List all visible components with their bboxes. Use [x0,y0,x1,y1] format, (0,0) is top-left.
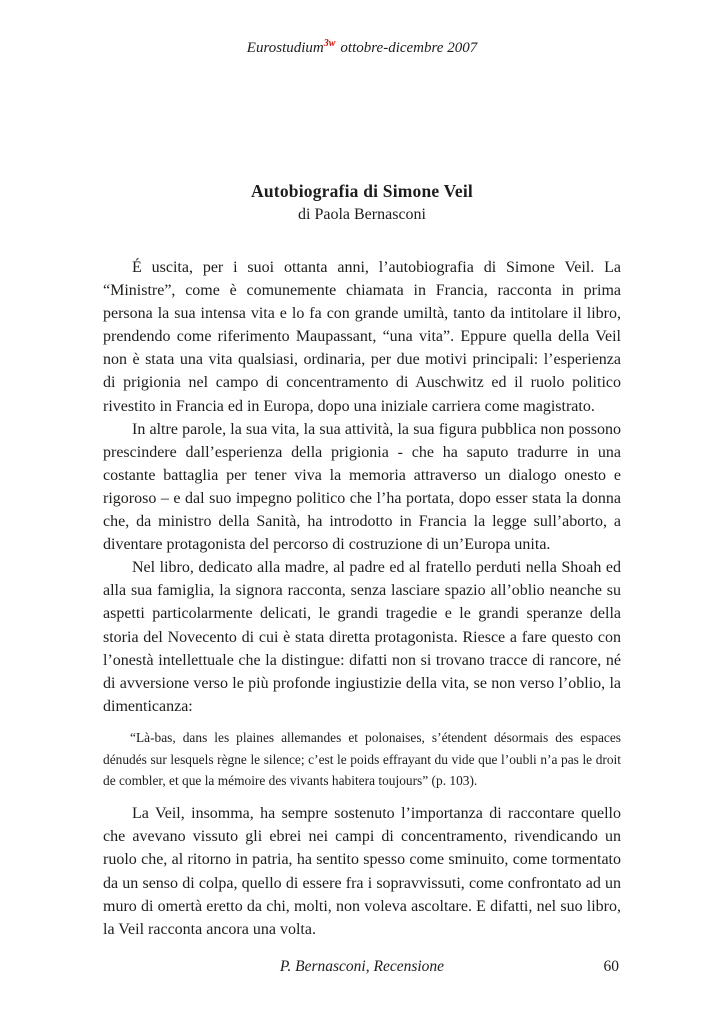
paragraph-1: É uscita, per i suoi ottanta anni, l’autobiografia di Simone Veil. La “Ministre”, come è comunemente chiamata in Francia, racconta in prima persona la sua intensa vita e lo fa con grande umiltà, tanto da intitolare il libro, prendendo come riferimento Maupassant, “una vita”. Eppure quella della Veil non è stata una vita qualsiasi, ordinaria, per due motivi principali: l’esperienza di prigionia nel campo di concentramento di Auschwitz ed il ruolo politico rivestito in Francia ed in Europa, dopo una iniziale carriera come magistrato. [103,259,621,415]
journal-name: Eurostudium [246,40,324,56]
journal-superscript: 3w [323,38,336,49]
page-number: 60 [603,958,619,975]
title-block [0,181,724,224]
footer-running-title: P. Bernasconi, Recensione [279,958,445,975]
issue-info: ottobre-dicembre 2007 [340,40,478,56]
article-body [103,256,621,941]
paragraph-2: In altre parole, la sua vita, la sua attività, la sua figura pubblica non possono prescindere dall’esperienza della prigionia - che ha saputo tradurre in una costante battaglia per tener viva la memoria attraverso un dialogo onesto e rigoroso – e dal suo impegno politico che l’ha portata, dopo esser stata la donna che, da ministro della Sanità, ha introdotto in Francia la legge sull’aborto, a diventare protagonista del percorso di costruzione di un’Europa unita. [103,420,621,554]
article-title: Autobiografia di Simone Veil [251,181,473,201]
paragraph-3: Nel libro, dedicato alla madre, al padre ed al fratello perduti nella Shoah ed alla sua famiglia, la signora racconta, senza lasciare spazio all’oblio neanche su aspetti particolarmente delicati, le grandi tragedie e le grandi speranze della storia del Novecento di cui è stata diretta protagonista. Riesce a fare questo con l’onestà intellettuale che la distingue: difatti non si trovano tracce di rancore, né di avversione verso le più profonde ingiustizie della vita, se non verso l’oblio, la dimenticanza: [103,559,621,715]
blockquote-french: “Là-bas, dans les plaines allemandes et polonaises, s’étendent désormais des espaces dénudés sur lesquels règne le silence; c’est le poids effrayant du vide que l’oubli n’a pas le droit de combler, et que la mémoire des vivants habitera toujours” (p. 103). [103,729,621,789]
running-header [0,38,724,57]
byline: di Paola Bernasconi [298,206,426,223]
paragraph-4: La Veil, insomma, ha sempre sostenuto l’importanza di raccontare quello che avevano vissuto gli ebrei nei campi di concentramento, rivendicando un ruolo che, al ritorno in patria, ha sentito spesso come sminuito, come tormentato da un senso di colpa, quello di essere fra i sopravvissuti, come confrontato ad un muro di omertà eretto da chi, molti, non voleva ascoltare. E difatti, nel suo libro, la Veil racconta ancora una volta. [103,805,621,938]
